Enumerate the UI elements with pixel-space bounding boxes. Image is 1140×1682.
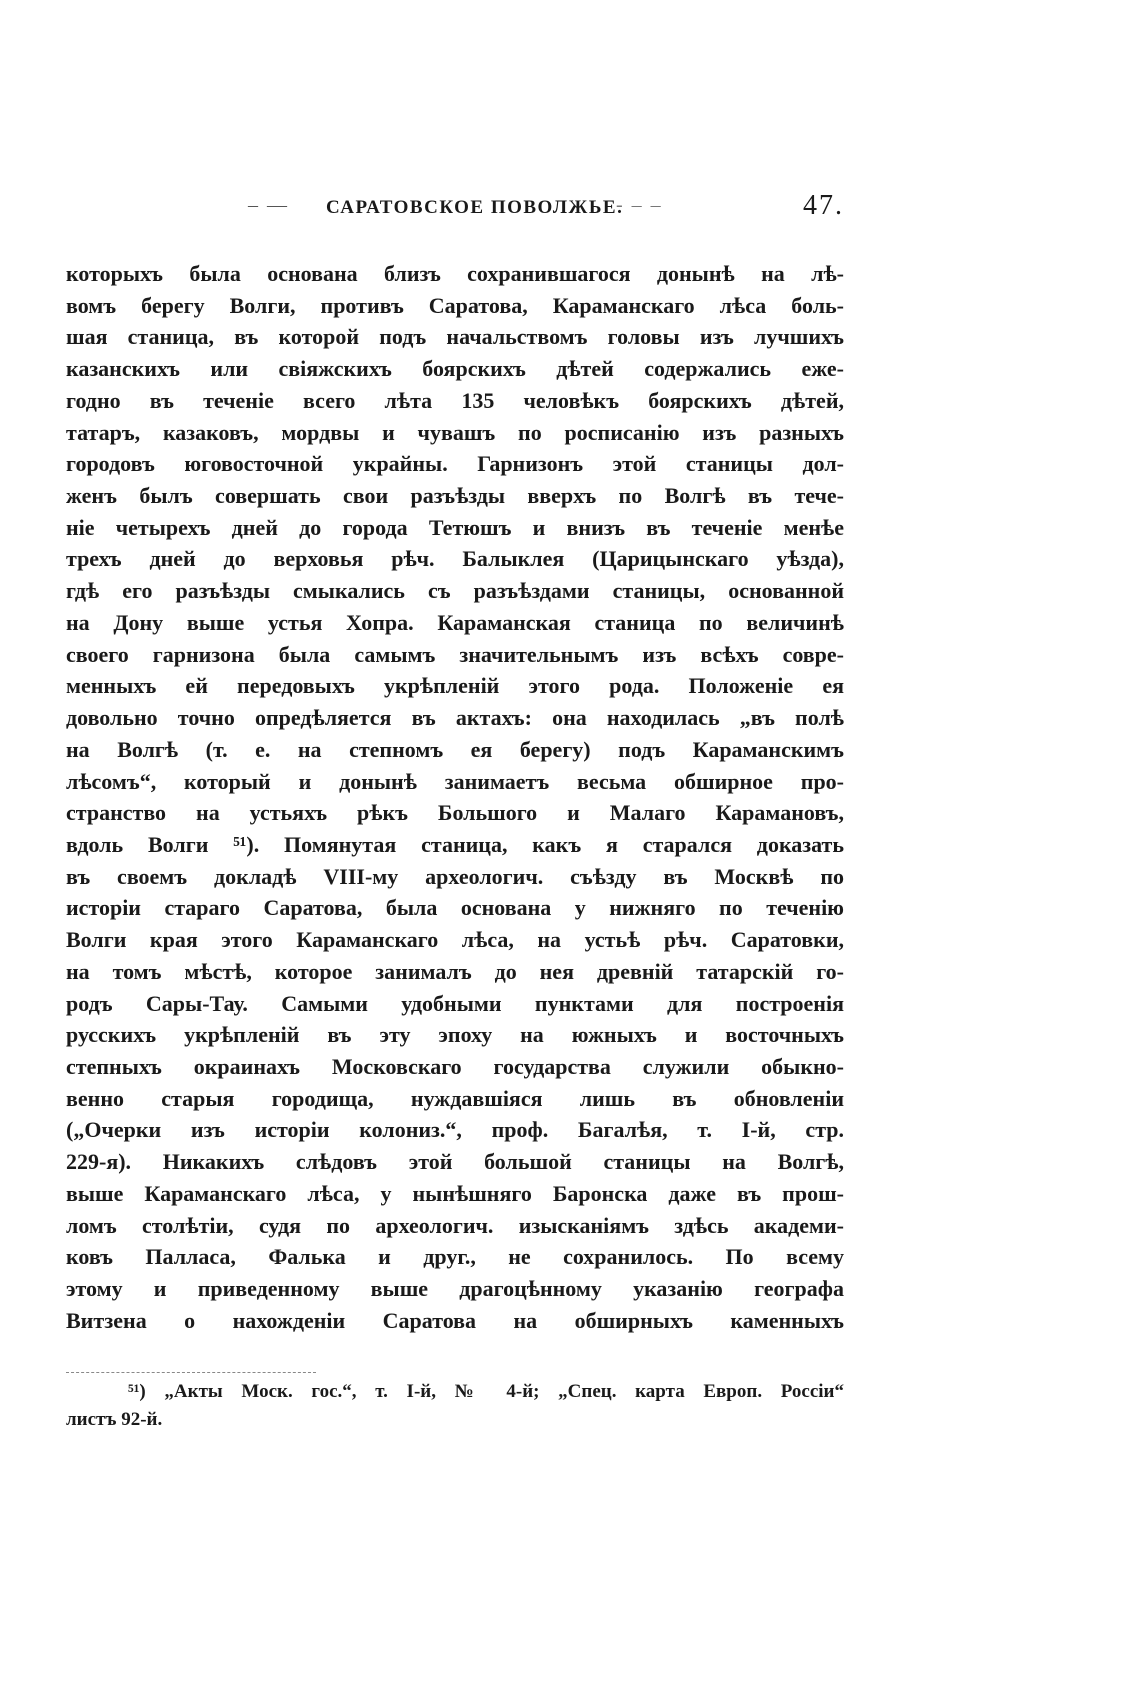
text-line: („Очерки изъ исторiи колониз.“, проф. Багалѣя, т. I-й, стр.: [66, 1117, 844, 1143]
text-line: этому и приведенному выше драгоцѣнному указанiю географа: [66, 1276, 844, 1301]
text-line: 229-я). Никакихъ слѣдовъ этой большой станицы на Волгѣ,: [66, 1149, 844, 1175]
text-line: венно старыя городища, нуждавшiяся лишь въ обновленiи: [66, 1085, 844, 1111]
body-text: [66, 258, 844, 1336]
text-line: на томъ мѣстѣ, которое занималъ до нея древнiй татарскiй го-: [66, 958, 844, 984]
text-line: исторiи стараго Саратова, была основана у нижняго по теченiю: [66, 895, 844, 921]
text-line: менныхъ ей передовыхъ укрѣпленiй этого рода. Положенiе ея: [66, 673, 844, 699]
text-line: довольно точно опредѣляется въ актахъ: она находилась „въ полѣ: [66, 705, 844, 731]
text-line: странство на устьяхъ рѣкъ Большого и Малаго Карамановъ,: [66, 800, 844, 826]
header-dash-left: – —: [248, 194, 289, 216]
text-line: степныхъ окраинахъ Московскаго государства служили обыкно-: [66, 1053, 844, 1079]
footnote-divider: [66, 1372, 316, 1373]
page-header: [248, 190, 844, 226]
text-line: на Волгѣ (т. е. на степномъ ея берегу) подъ Караманскимъ: [66, 736, 844, 762]
text-line: лѣсомъ“, который и донынѣ занимаетъ весьма обширное про-: [66, 768, 844, 794]
text-line: русскихъ укрѣпленiй въ эту эпоху на южныхъ и восточныхъ: [66, 1022, 844, 1048]
text-line: Витзена о нахожденiи Саратова на обширныхъ каменныхъ: [66, 1307, 844, 1333]
text-line: которыхъ была основана близъ сохранившагося донынѣ на лѣ-: [66, 261, 844, 286]
text-line: въ своемъ докладѣ VIII-му археологич. съѣзду въ Москвѣ по: [66, 863, 844, 889]
footnote-line: ⁵¹) „Акты Моск. гос.“, т. I-й, № 4-й; „Спец. карта Европ. Россiи“: [128, 1381, 844, 1402]
header-dash-right: - – –: [616, 194, 663, 216]
text-line: вдоль Волги ⁵¹). Помянутая станица, какъ я старался доказать: [66, 831, 844, 857]
text-line: родъ Сары-Тау. Самыми удобными пунктами для построенiя: [66, 990, 844, 1016]
text-line: казанскихъ или свiяжскихъ боярскихъ дѣтей содержались еже-: [66, 356, 844, 382]
text-line: своего гарнизона была самымъ значительнымъ изъ всѣхъ совре-: [66, 641, 844, 667]
text-line: ломъ столѣтiи, судя по археологич. изысканiямъ здѣсь академи-: [66, 1212, 844, 1238]
text-line: годно въ теченiе всего лѣта 135 человѣкъ боярскихъ дѣтей,: [66, 387, 844, 413]
text-line: трехъ дней до верховья рѣч. Балыклея (Царицынскаго уѣзда),: [66, 546, 844, 572]
text-line: ковъ Палласа, Фалька и друг., не сохранилось. По всему: [66, 1244, 844, 1270]
page-number: 47.: [803, 190, 844, 221]
text-line: на Дону выше устья Хопра. Караманская станица по величинѣ: [66, 609, 844, 635]
text-line: нiе четырехъ дней до города Тетюшъ и внизъ въ теченiе менѣе: [66, 514, 844, 540]
running-title: САРАТОВСКОЕ ПОВОЛЖЬЕ.: [326, 197, 624, 218]
text-line: городовъ юговосточной украйны. Гарнизонъ этой станицы дол-: [66, 451, 844, 477]
text-line: Волги края этого Караманскаго лѣса, на устьѣ рѣч. Саратовки,: [66, 927, 844, 953]
footnotes: [66, 1378, 844, 1434]
text-line: женъ былъ совершать свои разъѣзды вверхъ по Волгѣ въ тече-: [66, 483, 844, 509]
text-line: выше Караманскаго лѣса, у нынѣшняго Баронска даже въ прош-: [66, 1180, 844, 1206]
text-line: вомъ берегу Волги, противъ Саратова, Караманскаго лѣса боль-: [66, 292, 844, 318]
footnote-line: листъ 92-й.: [66, 1409, 163, 1430]
text-line: татаръ, казаковъ, мордвы и чувашъ по росписанiю изъ разныхъ: [66, 419, 844, 445]
text-line: шая станица, въ которой подъ начальствомъ головы изъ лучшихъ: [66, 324, 844, 350]
text-line: гдѣ его разъѣзды смыкались съ разъѣздами станицы, основанной: [66, 578, 844, 604]
